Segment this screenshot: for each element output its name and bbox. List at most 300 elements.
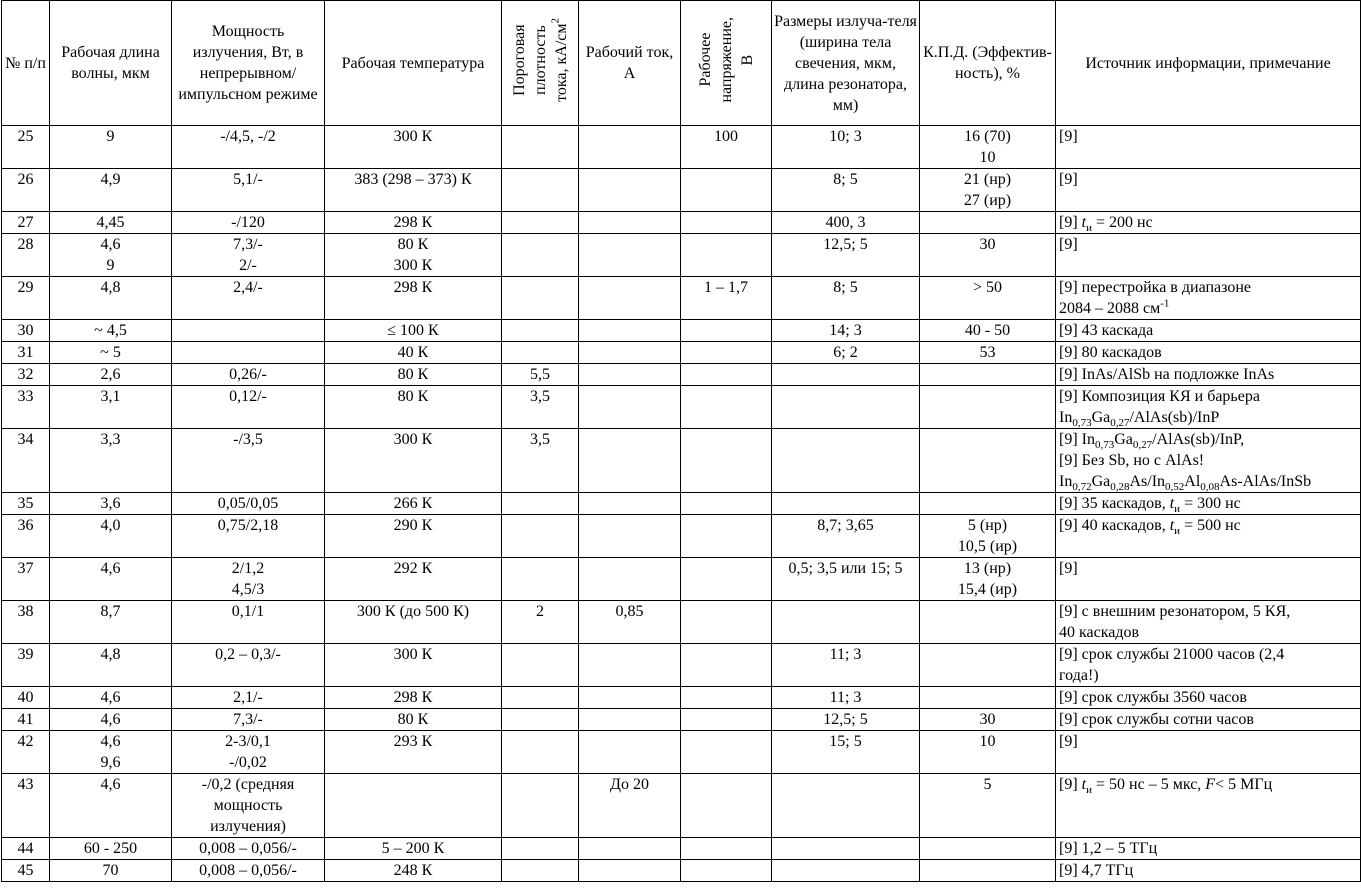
cell-voltage-line: 1 – 1,7 <box>704 279 748 296</box>
cell-wavelength-line: 9,6 <box>100 754 121 771</box>
cell-temperature-line: 293 К <box>393 733 433 750</box>
cell-voltage <box>681 687 772 709</box>
cell-temperature-line: 80 К <box>397 236 429 253</box>
cell-power-line: -/120 <box>231 214 265 231</box>
cell-power-line: 0,008 – 0,056/- <box>199 862 297 879</box>
table-row <box>2 838 1361 860</box>
cell-source-line: [9] <box>1059 171 1078 188</box>
cell-voltage-line: 100 <box>714 128 738 145</box>
cell-efficiency <box>920 860 1056 882</box>
cell-efficiency <box>920 212 1056 234</box>
table-row <box>2 774 1361 838</box>
header-source: Источник информации, примечание <box>1056 1 1361 126</box>
header-temperature: Рабочая температура <box>325 1 502 126</box>
cell-threshold <box>502 644 579 687</box>
cell-num <box>2 838 50 860</box>
table-row <box>2 429 1361 493</box>
cell-wavelength <box>50 126 172 169</box>
cell-wavelength <box>50 558 172 601</box>
cell-current <box>579 774 681 838</box>
cell-current <box>579 731 681 774</box>
cell-efficiency-line: 13 (нр) <box>963 560 1012 577</box>
cell-source-line: [9] перестройка в диапазоне <box>1059 279 1252 296</box>
cell-source <box>1056 212 1361 234</box>
cell-num <box>2 558 50 601</box>
cell-size <box>772 277 920 320</box>
cell-current <box>579 558 681 601</box>
header-power: Мощность излучения, Вт, в непрерывном/ импульсном режиме <box>172 1 325 126</box>
cell-efficiency-line: 15,4 (ир) <box>957 581 1018 598</box>
table-row <box>2 515 1361 558</box>
table-row <box>2 644 1361 687</box>
cell-threshold <box>502 277 579 320</box>
cell-power <box>172 364 325 386</box>
table-row <box>2 277 1361 320</box>
cell-num-line: 28 <box>17 236 34 253</box>
cell-voltage <box>681 126 772 169</box>
cell-size-line: 0,5; 3,5 или 15; 5 <box>788 560 903 577</box>
cell-efficiency <box>920 386 1056 429</box>
cell-wavelength <box>50 364 172 386</box>
cell-threshold-line: 3,5 <box>530 388 550 405</box>
cell-num <box>2 234 50 277</box>
cell-efficiency <box>920 774 1056 838</box>
cell-temperature-line: 290 К <box>393 517 433 534</box>
cell-num <box>2 386 50 429</box>
cell-num <box>2 429 50 493</box>
cell-current <box>579 320 681 342</box>
cell-efficiency-line: 10 <box>979 733 996 750</box>
cell-power <box>172 860 325 882</box>
cell-current <box>579 126 681 169</box>
cell-voltage <box>681 601 772 644</box>
cell-current <box>579 386 681 429</box>
cell-temperature <box>325 364 502 386</box>
cell-power-line: 0,2 – 0,3/- <box>215 646 281 663</box>
cell-power <box>172 342 325 364</box>
cell-threshold <box>502 838 579 860</box>
table-row <box>2 364 1361 386</box>
cell-size <box>772 234 920 277</box>
cell-efficiency <box>920 709 1056 731</box>
cell-temperature <box>325 709 502 731</box>
cell-threshold <box>502 386 579 429</box>
cell-temperature-line: 80 К <box>397 711 429 728</box>
cell-wavelength <box>50 212 172 234</box>
cell-voltage <box>681 709 772 731</box>
cell-source-line: [9] срок службы сотни часов <box>1059 711 1254 728</box>
cell-power-line: 2,1/- <box>233 689 263 706</box>
table-row <box>2 169 1361 212</box>
cell-size-line: 8,7; 3,65 <box>817 517 874 534</box>
cell-num <box>2 126 50 169</box>
cell-source <box>1056 320 1361 342</box>
cell-num-line: 33 <box>17 388 34 405</box>
cell-num-line: 45 <box>17 862 34 879</box>
cell-source-line: $In_{0,73}Ga_{0,27}/AlAs(sb)$/InP <box>1059 409 1220 429</box>
cell-power-line: 4,5/3 <box>231 581 265 598</box>
cell-efficiency <box>920 731 1056 774</box>
cell-num <box>2 320 50 342</box>
table-row <box>2 558 1361 601</box>
cell-size <box>772 687 920 709</box>
cell-efficiency <box>920 126 1056 169</box>
cell-temperature-line: 383 (298 – 373) К <box>354 171 472 188</box>
cell-wavelength-line: 4,6 <box>100 560 121 577</box>
cell-temperature <box>325 234 502 277</box>
cell-power <box>172 386 325 429</box>
cell-source-line: [9] <box>1059 560 1078 577</box>
cell-size <box>772 212 920 234</box>
cell-num-line: 39 <box>17 646 34 663</box>
cell-power <box>172 212 325 234</box>
cell-current <box>579 364 681 386</box>
cell-num <box>2 687 50 709</box>
header-num: № п/п <box>2 1 50 126</box>
cell-source-line: 2084 – 2088 $см^{-1}$ <box>1059 297 1170 317</box>
cell-wavelength-line: 4,6 <box>100 733 121 750</box>
cell-num-line: 34 <box>17 431 34 448</box>
cell-threshold <box>502 126 579 169</box>
cell-num-line: 38 <box>17 603 34 620</box>
cell-wavelength-line: ~ 4,5 <box>94 322 127 339</box>
header-threshold <box>502 1 579 126</box>
cell-wavelength <box>50 169 172 212</box>
cell-efficiency <box>920 320 1056 342</box>
cell-current <box>579 860 681 882</box>
cell-size <box>772 774 920 838</box>
cell-temperature-line: 300 К <box>393 128 433 145</box>
cell-efficiency-line: 5 <box>983 776 992 793</box>
cell-num <box>2 277 50 320</box>
cell-size <box>772 126 920 169</box>
cell-threshold <box>502 429 579 493</box>
cell-current <box>579 838 681 860</box>
cell-current <box>579 493 681 515</box>
cell-temperature-line: 298 К <box>393 689 433 706</box>
cell-temperature-line: 300 К <box>393 257 433 274</box>
cell-efficiency <box>920 838 1056 860</box>
cell-size-line: 11; 3 <box>829 646 862 663</box>
cell-wavelength-line: 3,6 <box>100 495 121 512</box>
cell-source <box>1056 644 1361 687</box>
cell-temperature <box>325 601 502 644</box>
cell-source <box>1056 515 1361 558</box>
cell-size <box>772 731 920 774</box>
cell-voltage <box>681 342 772 364</box>
cell-size <box>772 342 920 364</box>
cell-temperature-line: 5 – 200 К <box>381 840 445 857</box>
header-efficiency: К.П.Д. (Эффектив-ность), % <box>920 1 1056 126</box>
cell-wavelength <box>50 644 172 687</box>
cell-power-line: 0,1/1 <box>231 603 265 620</box>
cell-source-line: [9] $t_и = 50$ нс – 5 мкс, F< 5 МГц <box>1059 776 1273 797</box>
cell-source <box>1056 558 1361 601</box>
cell-num-line: 40 <box>17 689 34 706</box>
header-row <box>2 1 1361 126</box>
cell-power-line: излучения) <box>210 818 286 835</box>
cell-threshold <box>502 709 579 731</box>
cell-power <box>172 709 325 731</box>
cell-temperature-line: 80 К <box>397 388 429 405</box>
cell-source <box>1056 342 1361 364</box>
cell-size <box>772 515 920 558</box>
cell-efficiency-line: 16 (70) <box>964 128 1011 145</box>
cell-power <box>172 558 325 601</box>
cell-temperature-line: 292 К <box>393 560 433 577</box>
cell-source-line: [9] 80 каскадов <box>1059 344 1162 361</box>
cell-efficiency <box>920 515 1056 558</box>
cell-source <box>1056 234 1361 277</box>
cell-num <box>2 601 50 644</box>
cell-efficiency-line: 40 - 50 <box>964 322 1011 339</box>
cell-temperature <box>325 860 502 882</box>
cell-efficiency-line: 10 <box>979 149 996 166</box>
cell-wavelength <box>50 860 172 882</box>
cell-power <box>172 838 325 860</box>
cell-num-line: 29 <box>17 279 34 296</box>
cell-voltage <box>681 364 772 386</box>
cell-temperature <box>325 212 502 234</box>
cell-source-line: $In_{0,72}Ga_{0,28}As/In_{0,52}Al_{0,08}As-AlAs$/InSb <box>1059 473 1312 493</box>
cell-num <box>2 515 50 558</box>
cell-voltage <box>681 731 772 774</box>
cell-source-line: 40 каскадов <box>1059 624 1140 641</box>
cell-power <box>172 169 325 212</box>
cell-efficiency <box>920 234 1056 277</box>
cell-temperature-line: 298 К <box>393 279 433 296</box>
cell-current <box>579 169 681 212</box>
cell-efficiency-line: > 50 <box>972 279 1003 296</box>
cell-num-line: 25 <box>17 128 34 145</box>
cell-size <box>772 709 920 731</box>
cell-threshold <box>502 860 579 882</box>
cell-source <box>1056 838 1361 860</box>
cell-wavelength <box>50 493 172 515</box>
cell-temperature <box>325 644 502 687</box>
cell-threshold <box>502 212 579 234</box>
cell-threshold <box>502 364 579 386</box>
cell-current <box>579 234 681 277</box>
cell-num-line: 31 <box>17 344 34 361</box>
cell-size-line: 14; 3 <box>829 322 862 339</box>
cell-num <box>2 709 50 731</box>
cell-size <box>772 493 920 515</box>
cell-wavelength <box>50 342 172 364</box>
cell-source <box>1056 429 1361 493</box>
cell-temperature <box>325 342 502 364</box>
cell-power <box>172 320 325 342</box>
header-voltage-line1: Рабочее <box>696 33 714 87</box>
cell-power <box>172 515 325 558</box>
cell-temperature-line: 248 К <box>393 862 433 879</box>
cell-efficiency-line: 30 <box>979 236 996 253</box>
cell-efficiency-line: 21 (нр) <box>963 171 1012 188</box>
cell-num-line: 37 <box>17 560 34 577</box>
table-body <box>2 126 1361 882</box>
cell-power <box>172 493 325 515</box>
cell-power-line: -/4,5, -/2 <box>220 128 276 145</box>
cell-wavelength-line: 4,45 <box>96 214 125 231</box>
table-row <box>2 687 1361 709</box>
cell-efficiency <box>920 601 1056 644</box>
cell-temperature <box>325 731 502 774</box>
header-current: Рабочий ток, А <box>579 1 681 126</box>
cell-temperature-line: 80 К <box>397 366 429 383</box>
cell-power-line: 2,4/- <box>233 279 263 296</box>
cell-source <box>1056 709 1361 731</box>
cell-temperature-line: 298 К <box>393 214 433 231</box>
table-row <box>2 860 1361 882</box>
cell-num <box>2 493 50 515</box>
cell-size-line: 15; 5 <box>829 733 862 750</box>
cell-power-line: 5,1/- <box>233 171 263 188</box>
cell-temperature <box>325 515 502 558</box>
cell-num <box>2 860 50 882</box>
cell-temperature <box>325 126 502 169</box>
cell-source-line: [9] срок службы 21000 часов (2,4 <box>1059 646 1285 663</box>
cell-power <box>172 644 325 687</box>
cell-current <box>579 212 681 234</box>
cell-threshold <box>502 342 579 364</box>
cell-threshold <box>502 493 579 515</box>
cell-size <box>772 429 920 493</box>
cell-source-line: [9] Композиция КЯ и барьера <box>1059 388 1260 405</box>
cell-threshold <box>502 169 579 212</box>
cell-voltage <box>681 212 772 234</box>
cell-power <box>172 774 325 838</box>
cell-temperature <box>325 838 502 860</box>
cell-power-line: 0,05/0,05 <box>217 495 279 512</box>
cell-voltage <box>681 429 772 493</box>
cell-current <box>579 342 681 364</box>
cell-current-line: До 20 <box>610 776 649 793</box>
cell-source-line: года!) <box>1059 667 1099 684</box>
cell-wavelength-line: ~ 5 <box>100 344 121 361</box>
cell-wavelength <box>50 320 172 342</box>
cell-num-line: 41 <box>17 711 34 728</box>
cell-efficiency <box>920 687 1056 709</box>
header-threshold-line1: Пороговая <box>510 24 528 96</box>
cell-source <box>1056 126 1361 169</box>
cell-source-line: [9] срок службы 3560 часов <box>1059 689 1247 706</box>
cell-temperature-line: 300 К <box>393 431 433 448</box>
cell-wavelength <box>50 838 172 860</box>
cell-num-line: 43 <box>17 776 34 793</box>
header-threshold-sup: 2 <box>549 18 562 24</box>
cell-wavelength <box>50 429 172 493</box>
cell-power-line: 7,3/- <box>233 711 263 728</box>
table-row <box>2 234 1361 277</box>
cell-efficiency <box>920 644 1056 687</box>
cell-power <box>172 126 325 169</box>
cell-wavelength-line: 4,8 <box>100 646 121 663</box>
cell-power-line: 2/1,2 <box>231 560 265 577</box>
cell-size-line: 6; 2 <box>833 344 858 361</box>
cell-voltage <box>681 774 772 838</box>
cell-power <box>172 277 325 320</box>
cell-source-line: [9] <box>1059 236 1078 253</box>
cell-power <box>172 429 325 493</box>
cell-size <box>772 644 920 687</box>
cell-efficiency-line: 10,5 (ир) <box>957 538 1018 555</box>
cell-temperature-line: 300 К <box>393 646 433 663</box>
table-row <box>2 320 1361 342</box>
cell-size <box>772 169 920 212</box>
cell-power <box>172 687 325 709</box>
cell-source-line: [9] InAs/AlSb на подложке InAs <box>1059 366 1275 383</box>
cell-efficiency <box>920 429 1056 493</box>
cell-num <box>2 364 50 386</box>
cell-source <box>1056 601 1361 644</box>
cell-source-line: [9] <box>1059 733 1078 750</box>
cell-efficiency-line: 30 <box>979 711 996 728</box>
cell-current <box>579 687 681 709</box>
cell-size-line: 8; 5 <box>833 279 858 296</box>
cell-efficiency-line: 53 <box>979 344 996 361</box>
cell-size <box>772 838 920 860</box>
cell-source <box>1056 860 1361 882</box>
cell-wavelength-line: 9 <box>106 128 115 145</box>
cell-power-line: 0,75/2,18 <box>217 517 279 534</box>
table-row <box>2 601 1361 644</box>
header-wavelength: Рабочая длина волны, мкм <box>50 1 172 126</box>
cell-temperature-line: ≤ 100 К <box>387 322 439 339</box>
table-row <box>2 493 1361 515</box>
cell-wavelength-line: 4,6 <box>100 236 121 253</box>
cell-threshold <box>502 558 579 601</box>
cell-wavelength <box>50 234 172 277</box>
cell-wavelength-line: 70 <box>102 862 119 879</box>
cell-size <box>772 558 920 601</box>
cell-wavelength <box>50 731 172 774</box>
cell-temperature <box>325 277 502 320</box>
cell-voltage <box>681 838 772 860</box>
cell-power-line: -/3,5 <box>233 431 263 448</box>
cell-efficiency-line: 27 (ир) <box>963 192 1012 209</box>
cell-current <box>579 644 681 687</box>
cell-source-line: [9] $In_{0,73}Ga_{0,27}/AlAs(sb)$/InP, <box>1059 431 1245 452</box>
cell-voltage <box>681 515 772 558</box>
cell-power-line: 7,3/- <box>233 236 263 253</box>
cell-wavelength-line: 4,0 <box>100 517 121 534</box>
cell-num <box>2 169 50 212</box>
cell-power <box>172 234 325 277</box>
cell-wavelength-line: 3,3 <box>100 431 121 448</box>
table-row <box>2 212 1361 234</box>
cell-wavelength-line: 4,6 <box>100 711 121 728</box>
cell-power-line: 0,12/- <box>229 388 267 405</box>
cell-wavelength <box>50 774 172 838</box>
cell-threshold-line: 2 <box>536 603 544 620</box>
cell-num-line: 36 <box>17 517 34 534</box>
table-row <box>2 386 1361 429</box>
header-threshold-line2: плотность <box>531 25 549 95</box>
cell-voltage <box>681 234 772 277</box>
cell-power-line: 2-3/0,1 <box>225 733 271 750</box>
cell-num <box>2 342 50 364</box>
cell-power-line: -/0,02 <box>229 754 267 771</box>
cell-efficiency-line: 5 (нр) <box>967 517 1008 534</box>
cell-threshold <box>502 515 579 558</box>
cell-source <box>1056 364 1361 386</box>
cell-num-line: 35 <box>17 495 34 512</box>
cell-voltage <box>681 169 772 212</box>
table-row <box>2 126 1361 169</box>
laser-parameters-table <box>1 0 1361 882</box>
cell-wavelength-line: 9 <box>106 257 115 274</box>
table-row <box>2 709 1361 731</box>
